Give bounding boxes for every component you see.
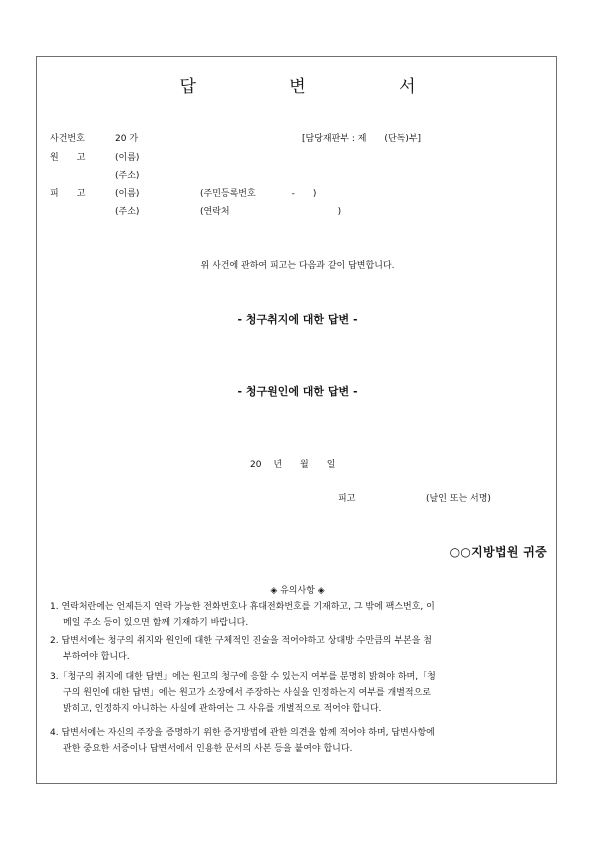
note-item-line: 1. 연락처란에는 언제든지 연락 가능한 전화번호나 휴대전화번호를 기재하고, 그 밖에 팩스번호, 이: [50, 602, 435, 612]
note-item: [50, 599, 548, 631]
note-item-line: 부하여야 합니다.: [63, 652, 130, 662]
date-line: 20 년 월 일: [250, 460, 336, 470]
note-item-line: 3.「청구의 취지에 대한 답변」에는 원고의 청구에 응할 수 있는지 여부를 분명히 밝혀야 하며,「청: [50, 672, 436, 682]
defendant-address: (주소): [115, 207, 140, 217]
section-claim-purpose-heading: - 청구취지에 대한 답변 -: [237, 313, 358, 326]
note-item-line: 관한 중요한 서증이나 답변서에서 인용한 문서의 사본 등을 붙여야 합니다.: [63, 744, 353, 754]
plaintiff-address: (주소): [115, 171, 140, 181]
defendant-contact: (연락처 ): [200, 207, 342, 217]
case-number-value: 20 가: [115, 134, 139, 144]
note-item-line: 메일 주소 등이 있으면 함께 기재하기 바랍니다.: [63, 618, 249, 628]
defendant-resident-number: (주민등록번호 - ): [200, 189, 317, 199]
note-item: [50, 633, 548, 665]
note-item-line: 4. 답변서에는 자신의 주장을 증명하기 위한 증거방법에 관한 의견을 함께 적어야 하며, 답변사항에: [50, 728, 435, 738]
note-item: [50, 669, 548, 717]
note-item-line: 구의 원인에 대한 답변」에는 원고가 소장에서 주장하는 사실을 인정하는지 여부를 개별적으로: [63, 688, 431, 698]
court-addressee: ○○지방법원 귀중: [449, 545, 547, 559]
plaintiff-label: 원 고: [50, 153, 86, 163]
defendant-label: 피 고: [50, 189, 86, 199]
document-title: 답 변 서: [179, 77, 460, 97]
section-claim-cause-heading: - 청구원인에 대한 답변 -: [237, 385, 358, 398]
note-item-line: 2. 답변서에는 청구의 취지와 원인에 대한 구체적인 진술을 적어야하고 상대방 수만큼의 부본을 첨: [50, 636, 432, 646]
note-item: [50, 725, 548, 757]
seal-or-signature: (날인 또는 서명): [426, 494, 491, 504]
case-number-label: 사건번호: [50, 134, 85, 144]
defendant-name: (이름): [115, 189, 140, 199]
signer-label: 피고: [338, 494, 356, 504]
court-department: [담당재판부 : 제 (단독)부]: [302, 134, 422, 144]
plaintiff-name: (이름): [115, 153, 140, 163]
intro-text: 위 사건에 관하여 피고는 다음과 같이 답변합니다.: [200, 261, 395, 271]
notes-title: ◈ 유의사항 ◈: [270, 586, 325, 596]
note-item-line: 밝히고, 인정하지 아니하는 사실에 관하여는 그 사유를 개별적으로 적어야 합니다.: [63, 704, 382, 714]
